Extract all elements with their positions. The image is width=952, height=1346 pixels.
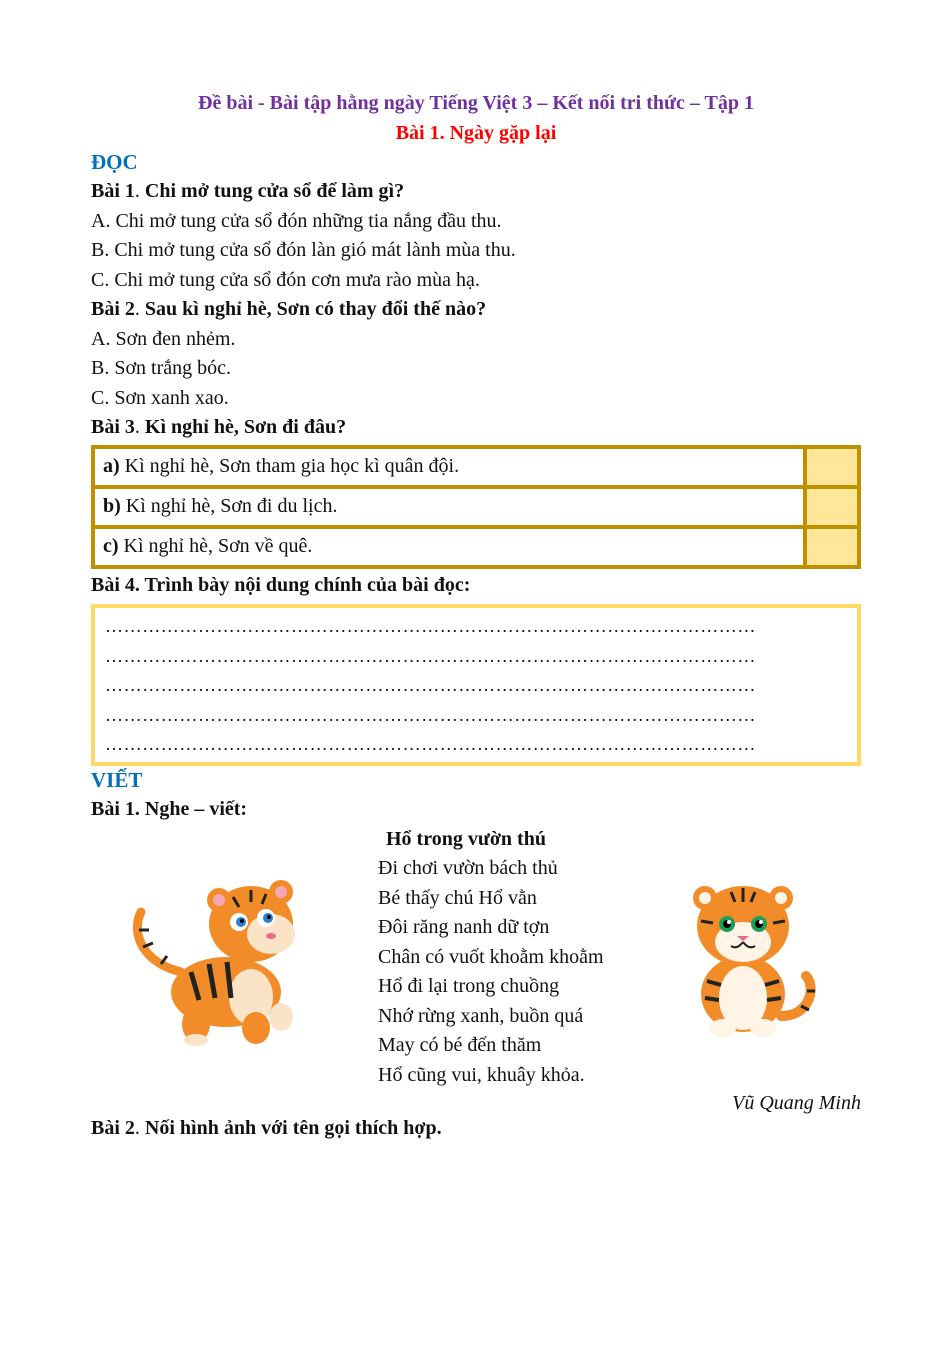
section-reading: ĐỌC — [91, 150, 138, 174]
question-1-number: Bài 1 — [91, 180, 135, 202]
row-c-text: Kì nghỉ hè, Sơn về quê. — [123, 535, 313, 557]
writing-exercise-2: Bài 2. Nối hình ảnh với tên gọi thích hợp. — [91, 1117, 442, 1139]
row-b-text: Kì nghỉ hè, Sơn đi du lịch. — [125, 495, 338, 517]
poem-line: Hổ cũng vui, khuây khỏa. — [378, 1063, 585, 1086]
document-title: Đề bài - Bài tập hằng ngày Tiếng Việt 3 – Kết nối tri thức – Tập 1 — [198, 92, 754, 114]
q2-option-c: C. Sơn xanh xao. — [91, 386, 229, 409]
table-row — [93, 527, 859, 567]
poem-block — [91, 824, 861, 1114]
answer-line[interactable]: …………………………………………………………………………………………… — [105, 704, 756, 725]
answer-box-b[interactable] — [805, 487, 859, 527]
poem-lines — [378, 854, 604, 1090]
q2-option-b: B. Sơn trắng bóc. — [91, 357, 232, 379]
lesson-title: Bài 1. Ngày gặp lại — [395, 122, 557, 144]
question-4: Bài 4. Trình bày nội dung chính của bài đọc: — [91, 573, 471, 596]
answer-line[interactable]: …………………………………………………………………………………………… — [105, 734, 756, 754]
true-false-table — [91, 445, 861, 569]
worksheet — [91, 88, 861, 1144]
exercise-2-number: Bài 2 — [91, 1117, 135, 1139]
table-row — [93, 487, 859, 527]
answer-box-c[interactable] — [805, 527, 859, 567]
q1-option-c: C. Chi mở tung cửa sổ đón cơn mưa rào mùa hạ. — [91, 268, 480, 291]
poem-line: May có bé đến thăm — [378, 1034, 542, 1056]
row-a-text: Kì nghỉ hè, Sơn tham gia học kì quân đội. — [124, 455, 460, 477]
row-a-statement — [93, 447, 805, 487]
poem-line: Bé thấy chú Hổ vằn — [378, 886, 537, 909]
answer-line[interactable]: …………………………………………………………………………………………… — [105, 645, 756, 666]
answer-line[interactable]: …………………………………………………………………………………………… — [105, 675, 756, 695]
question-2: Bài 2. Sau kì nghỉ hè, Sơn có thay đổi thế nào? — [91, 298, 487, 320]
question-3: Bài 3. Kì nghỉ hè, Sơn đi đâu? — [91, 416, 347, 438]
section-writing: VIẾT — [91, 767, 143, 792]
question-2-number: Bài 2 — [91, 298, 135, 320]
question-3-text: Kì nghỉ hè, Sơn đi đâu? — [144, 416, 347, 438]
exercise-2-text: Nối hình ảnh với tên gọi thích hợp. — [144, 1117, 442, 1139]
row-b-label: b) — [103, 495, 121, 517]
writing-exercise-1: Bài 1. Nghe – viết: — [91, 797, 248, 820]
poem-line: Đôi răng nanh dữ tợn — [378, 916, 550, 938]
question-1: Bài 1. Chi mở tung cửa sổ để làm gì? — [91, 180, 405, 202]
row-c-statement — [93, 527, 805, 567]
q1-option-a: A. Chi mở tung cửa sổ đón những tia nắng đầu thu. — [91, 209, 502, 232]
row-c-label: c) — [103, 535, 119, 557]
poem-line: Chân có vuốt khoằm khoằm — [378, 945, 604, 968]
q1-option-b: B. Chi mở tung cửa sổ đón làn gió mát lành mùa thu. — [91, 239, 516, 261]
cartoon-tiger-sitting-image — [661, 876, 826, 1041]
q2-option-a: A. Sơn đen nhẻm. — [91, 327, 236, 350]
poem-line: Nhớ rừng xanh, buồn quá — [378, 1004, 584, 1027]
row-b-statement — [93, 487, 805, 527]
poem-line: Hổ đi lại trong chuồng — [378, 975, 560, 997]
answer-line[interactable]: …………………………………………………………………………………………… — [105, 616, 756, 636]
row-a-label: a) — [103, 455, 120, 477]
poem-author: Vũ Quang Minh — [732, 1092, 861, 1114]
question-3-number: Bài 3 — [91, 416, 135, 438]
answer-box-a[interactable] — [805, 447, 859, 487]
poem-line: Đi chơi vườn bách thủ — [378, 857, 558, 879]
question-2-text: Sau kì nghỉ hè, Sơn có thay đổi thế nào? — [144, 298, 487, 320]
table-row — [93, 447, 859, 487]
question-1-text: Chi mở tung cửa sổ để làm gì? — [144, 180, 405, 202]
cartoon-tiger-walking-image — [121, 852, 321, 1052]
answer-lines-box[interactable] — [91, 604, 861, 766]
poem-title: Hổ trong vườn thú — [386, 828, 546, 850]
